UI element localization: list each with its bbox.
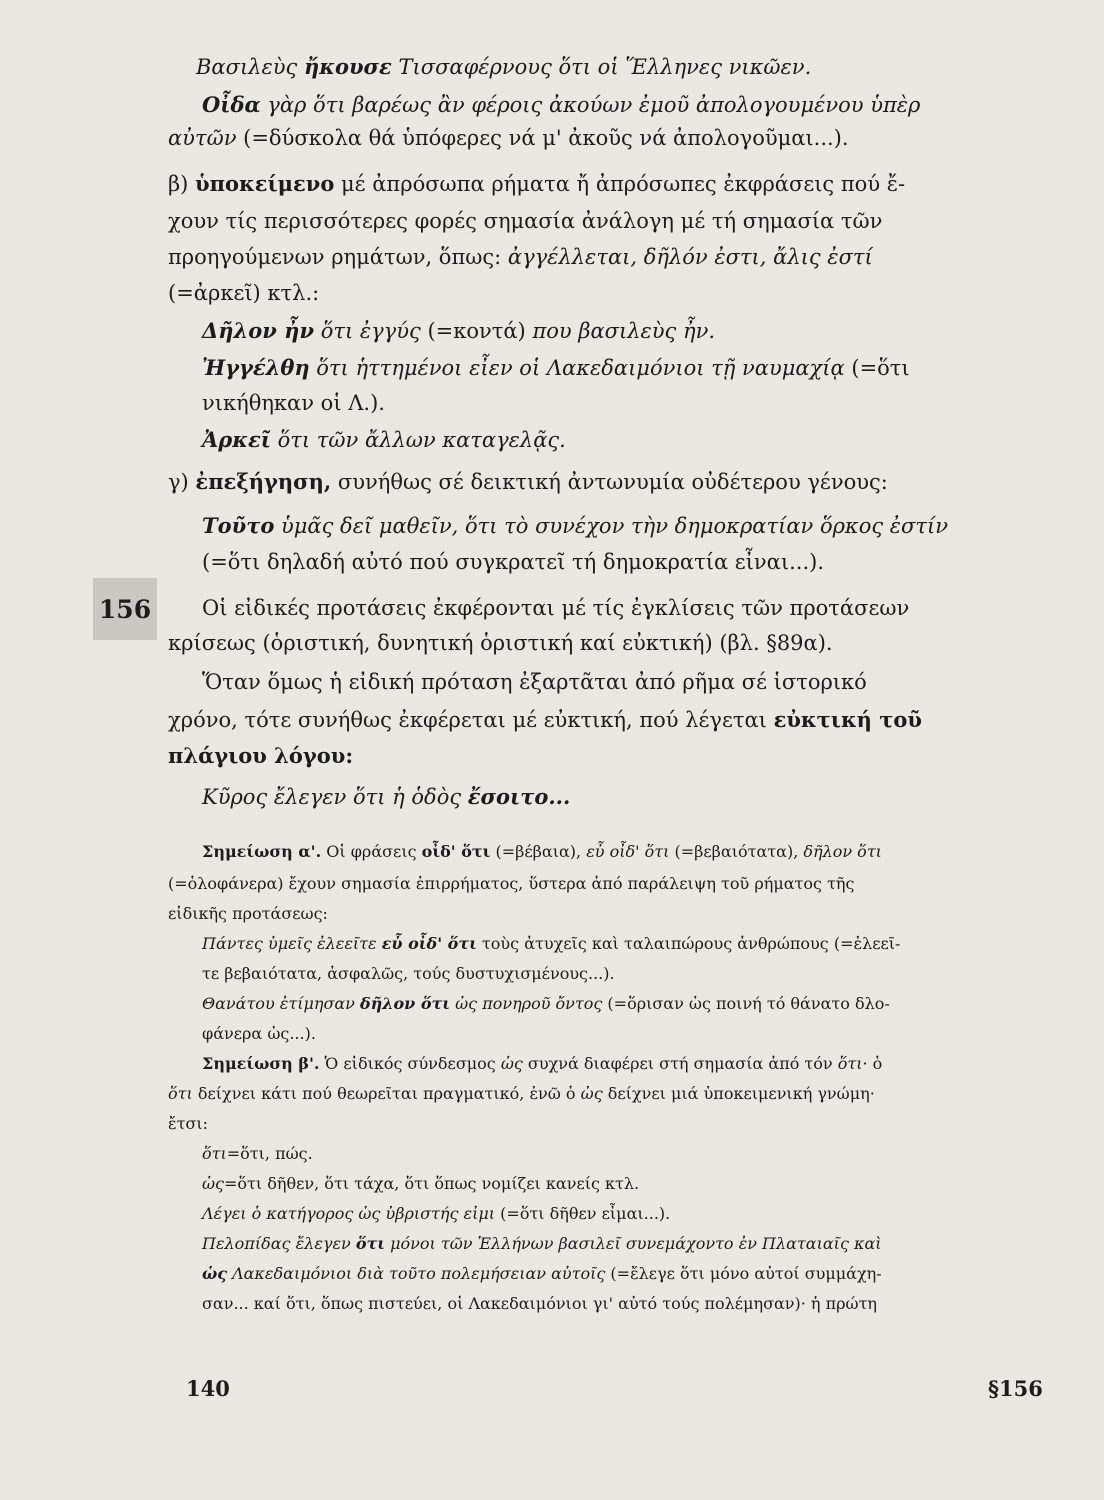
text-segment: Σημείωση α'. [202,842,322,861]
text-line [168,1114,208,1133]
text-segment: ὁ [867,1054,883,1073]
text-line [202,550,824,574]
text-segment: Οἱ εἰδικές προτάσεις ἐκφέρονται μέ τίς ἐγκλίσεις τῶν προτάσεων [202,596,910,620]
text-segment: (=κοντά) [427,319,533,343]
text-line [202,994,890,1013]
text-segment: εἰδικῆς προτάσεως: [168,904,328,923]
text-line [202,964,615,983]
text-segment: Λέγει ὁ κατήγορος ὡς ὑβριστής εἰμι [202,1204,496,1223]
text-segment: ἐπεξήγηση, [195,469,332,494]
text-line [202,1264,882,1283]
section-reference: §156 [988,1376,1043,1401]
text-segment: (=ὁλοφάνερα) ἔχουν σημασία ἐπιρρήματος, ὕστερα ἀπό παράλειψη τοῦ ρήματος τῆς [168,874,855,893]
text-segment: πλάγιου λόγου: [168,743,354,768]
text-segment: Οἱ φράσεις [321,842,422,861]
text-segment: τε βεβαιότατα, ἀσφαλῶς, τούς δυστυχισμένους...). [202,964,615,983]
text-segment: Τοῦτο [202,513,275,538]
text-segment: αὐτῶν [168,126,237,150]
text-segment: χουν τίς περισσότερες φορές σημασία ἀνάλογη μέ τή σημασία τῶν [168,209,883,233]
text-line [202,391,385,415]
text-segment: ὅτι [168,1084,193,1103]
text-segment: Ἠγγέλθη [202,355,310,380]
text-segment: (=βεβαιότατα), [669,842,804,861]
text-segment: εὖ οἶδ' ὅτι [586,842,670,861]
text-segment: δῆλον ὅτι [359,994,451,1013]
text-segment: προηγούμενων ρημάτων, ὅπως: [168,245,508,269]
text-segment: ὅτι τῶν ἄλλων καταγελᾷς. [270,428,566,452]
text-segment: Σημείωση β'. [202,1054,320,1073]
text-segment: ὡς [500,1054,523,1073]
text-segment: (=ὅρισαν ὡς ποινή τό θάνατο δλο- [607,994,890,1013]
text-segment: χρόνο, τότε συνήθως ἐκφέρεται μέ εὐκτική, πού λέγεται [168,708,774,732]
text-segment: Δῆλον ἦν [202,318,315,343]
text-line [168,1084,875,1103]
text-segment: εὐκτική τοῦ [773,707,922,732]
text-segment: συχνά διαφέρει στή σημασία ἀπό τόν [522,1054,838,1073]
text-segment: Λακεδαιμόνιοι διὰ τοῦτο πολεμήσειαν αὐτοῖς [226,1264,606,1283]
text-line [202,1144,313,1163]
text-segment: ὡς [580,1084,603,1103]
text-line [168,707,922,732]
text-segment: τοὺς ἀτυχεῖς καὶ ταλαιπώρους ἀνθρώπους (=ἐλεεῖ- [476,934,901,953]
text-line [202,596,909,620]
text-segment: ἔτσι: [168,1114,209,1133]
text-segment: κρίσεως (ὁριστική, δυνητική ὁριστική καί εὐκτική) (βλ. §89α). [168,631,833,655]
text-line [168,904,328,923]
text-line [202,934,900,953]
text-segment: Ἀρκεῖ [202,427,271,452]
text-segment: φάνερα ὡς...). [202,1024,316,1043]
text-line [168,245,873,269]
text-line [202,513,948,538]
text-segment: =ὅτι, πώς. [226,1144,313,1163]
text-line [202,355,910,380]
text-line [168,743,353,768]
text-line [196,54,811,79]
text-segment: (=ἀρκεῖ) κτλ.: [168,281,320,305]
text-segment: ὅτι [355,1234,386,1253]
text-segment: συνήθως σέ δεικτική ἀντωνυμία οὐδέτερου γένους: [331,470,888,494]
text-segment: μέ ἀπρόσωπα ρήματα ἤ ἀπρόσωπες ἐκφράσεις πού ἔ- [334,172,906,196]
page-number: 140 [186,1376,230,1401]
text-segment: νικήθηκαν οἱ Λ.). [202,391,385,415]
text-segment: οἶδ' ὅτι [421,842,491,861]
text-segment: (=ὅτι [844,356,910,380]
text-segment: (=βέβαια), [490,842,587,861]
text-segment: ὑποκείμενο [195,171,335,196]
text-segment: δῆλον ὅτι [803,842,882,861]
text-line [168,209,882,233]
text-segment: Βασιλεὺς [196,55,304,79]
text-segment: ἀγγέλλεται, δῆλόν ἐστι, ἄλις ἐστί [507,245,873,269]
text-segment: δείχνει μιά ὑποκειμενική γνώμη· [602,1084,875,1103]
text-line [168,126,849,150]
text-segment: Οἶδα [202,92,261,117]
text-line [202,1234,882,1253]
text-segment: ἤκουσε [303,54,392,79]
text-segment: Ὁ εἰδικός σύνδεσμος [319,1054,501,1073]
text-segment: Κῦρος ἔλεγεν ὅτι ἡ ὁδὸς [202,785,468,809]
text-segment: Πάντες ὑμεῖς ἐλεεῖτε [202,934,382,953]
text-line [202,1204,670,1223]
text-line [168,469,888,494]
text-segment: γὰρ ὅτι βαρέως ἂν φέροις ἀκούων ἐμοῦ ἀπολογουμένου ὑπὲρ [260,93,921,117]
text-line [202,842,882,861]
text-line [202,427,566,452]
text-line [202,318,715,343]
text-segment: Πελοπίδας ἔλεγεν [202,1234,356,1253]
text-line [202,1024,316,1043]
text-line [202,1294,877,1313]
text-segment: ὅτι· [837,1054,868,1073]
text-segment: ὅτι ἐγγύς [314,319,428,343]
section-number-badge: 156 [93,578,157,640]
text-line [168,631,833,655]
text-segment: ὅτι ἡττημένοι εἶεν οἱ Λακεδαιμόνιοι τῇ ναυμαχίᾳ [309,356,845,380]
text-segment: δείχνει κάτι πού θεωρεῖται πραγματικό, ἐνῶ ὁ [192,1084,581,1103]
text-segment: μόνοι τῶν Ἑλλήνων βασιλεῖ συνεμάχοντο ἐν Πλαταιαῖς καὶ [385,1234,882,1253]
text-segment: (=ὅτι δηλαδή αὐτό πού συγκρατεῖ τή δημοκρατία εἶναι...). [202,550,824,574]
text-segment: ὅτι [202,1144,227,1163]
text-line [202,92,920,117]
text-segment: Θανάτου ἐτίμησαν [202,994,360,1013]
text-segment: ὡς πονηροῦ ὄντος [450,994,608,1013]
text-line [168,874,854,893]
text-line [202,670,867,694]
text-line [202,784,570,809]
text-segment: γ) [168,470,196,494]
text-segment: β) [168,172,196,196]
text-segment: ἔσοιτο... [467,784,571,809]
text-segment: (=δύσκολα θά ὑπόφερες νά μ' ἀκοῦς νά ἀπολογοῦμαι...). [236,126,849,150]
text-segment: (=ὅτι δῆθεν εἶμαι...). [495,1204,671,1223]
text-segment: ὑμᾶς δεῖ μαθεῖν, ὅτι τὸ συνέχον τὴν δημοκρατίαν ὅρκος ἐστίν [274,514,949,538]
text-segment: που βασιλεὺς ἦν. [532,319,716,343]
text-segment: Τισσαφέρνους ὅτι οἱ Ἕλληνες νικῶεν. [391,55,812,79]
text-line [168,171,905,196]
text-segment: (=ἔλεγε ὅτι μόνο αὐτοί συμμάχη- [605,1264,882,1283]
text-segment: =ὅτι δῆθεν, ὅτι τάχα, ὅτι ὅπως νομίζει κανείς κτλ. [224,1174,640,1193]
text-segment: ὡς [202,1174,225,1193]
text-line [168,281,319,305]
text-segment: εὖ οἶδ' ὅτι [381,934,477,953]
text-line [202,1174,639,1193]
text-line [202,1054,882,1073]
text-segment: ὡς [202,1264,227,1283]
text-segment: Ὅταν ὅμως ἡ εἰδική πρόταση ἐξαρτᾶται ἀπό ρῆμα σέ ἱστορικό [202,670,867,694]
text-segment: σαν... καί ὅτι, ὅπως πιστεύει, οἱ Λακεδαιμόνιοι γι' αὐτό τούς πολέμησαν)· ἡ πρώτη [202,1294,878,1313]
